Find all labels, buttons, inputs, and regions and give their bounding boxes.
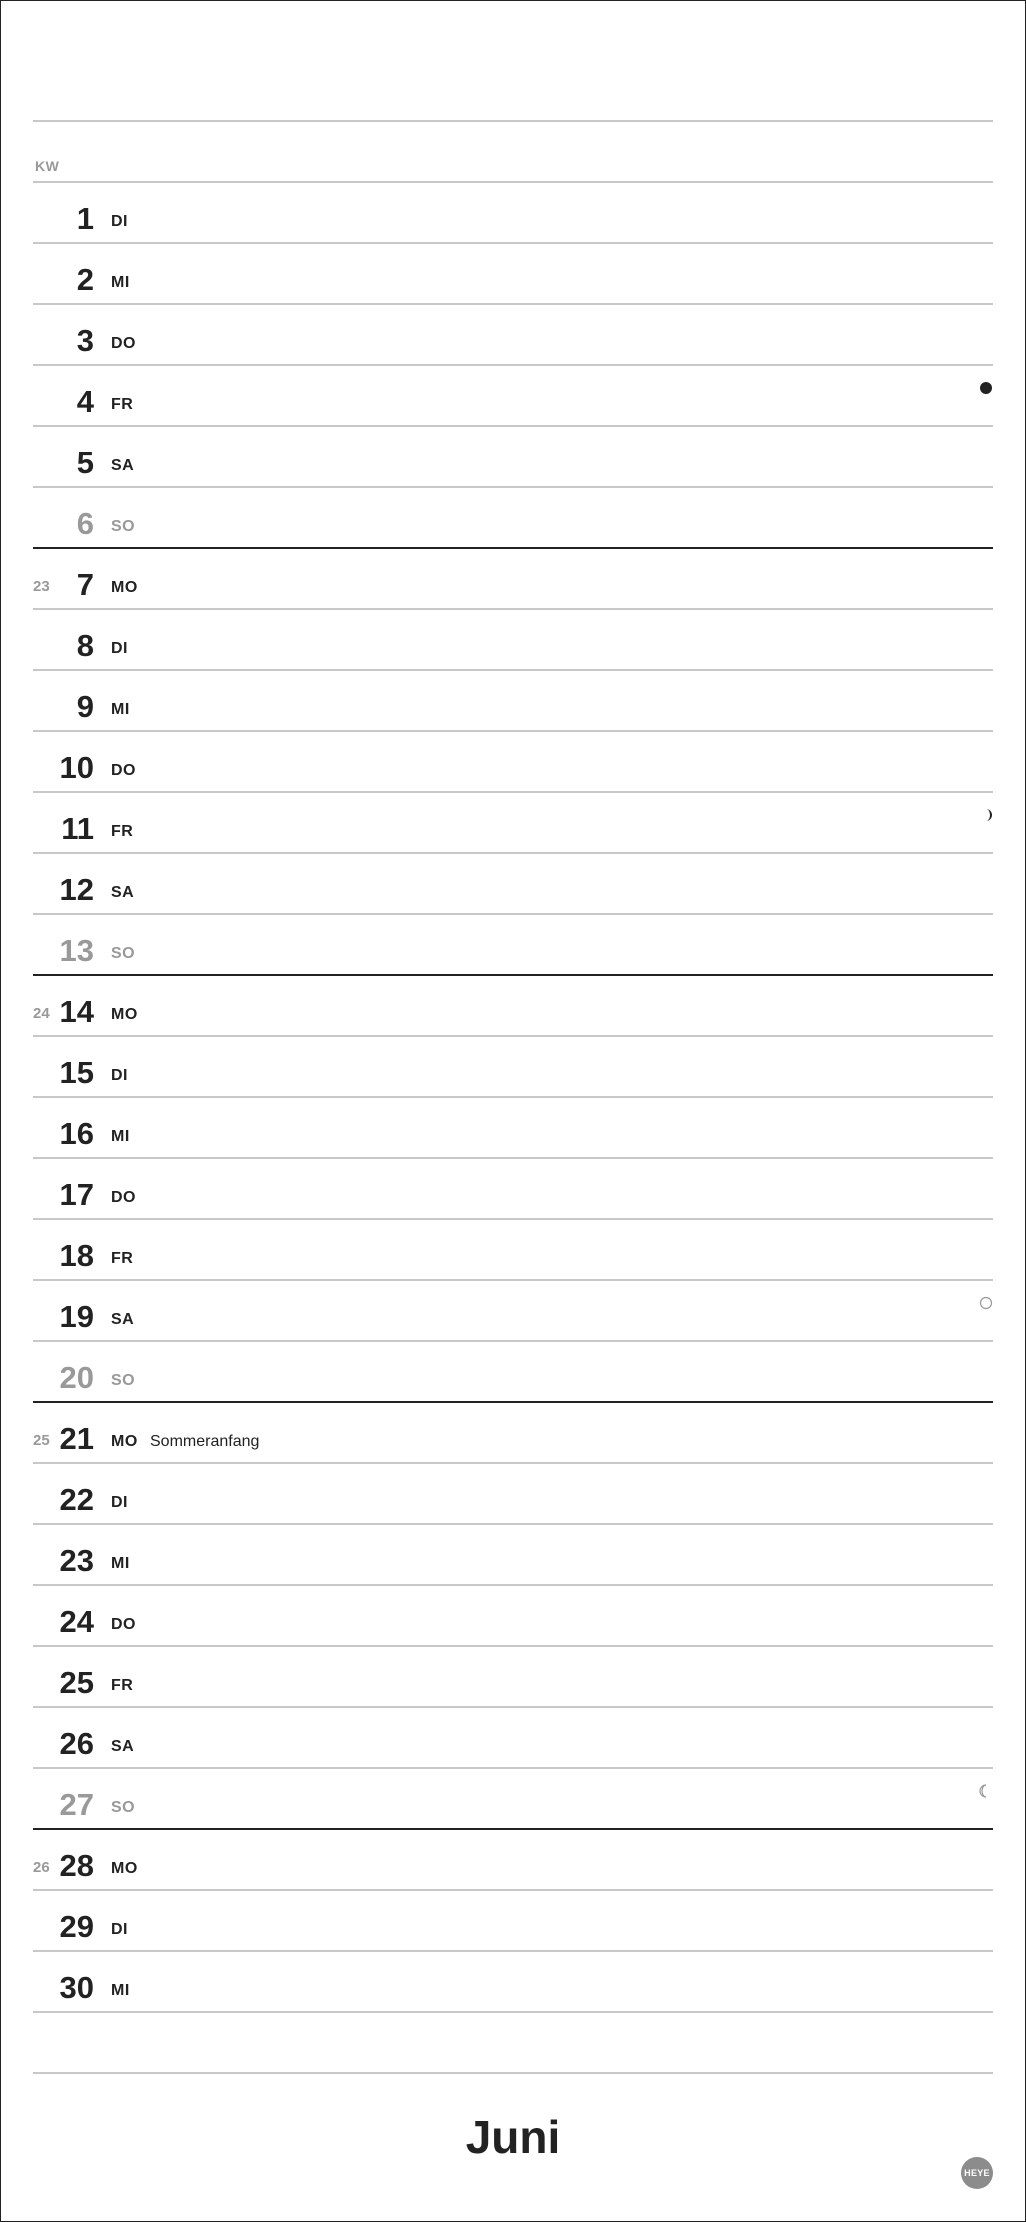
row-divider [33, 2072, 993, 2074]
week-number: 26 [33, 1859, 50, 1876]
week-number: 24 [33, 1005, 50, 1022]
weekday-label: MI [111, 1128, 130, 1145]
weekday-label: SA [111, 1311, 135, 1328]
day-number: 15 [59, 1055, 94, 1090]
day-number: 25 [59, 1665, 94, 1700]
day-number: 5 [76, 445, 94, 480]
weekday-label: DI [111, 1921, 128, 1938]
day-number: 12 [59, 872, 94, 907]
day-number: 11 [61, 811, 94, 846]
day-number: 28 [59, 1848, 94, 1883]
day-number: 21 [59, 1421, 94, 1456]
weekday-label: DO [111, 1189, 136, 1206]
day-row [0, 913, 1026, 974]
row-divider [33, 2011, 993, 2013]
day-row [0, 608, 1026, 669]
first-quarter-moon-icon [978, 807, 994, 823]
day-row [0, 791, 1026, 852]
weekday-label: DO [111, 762, 136, 779]
weekday-label: SO [111, 945, 136, 962]
day-row [0, 1889, 1026, 1950]
weekday-label: MI [111, 701, 130, 718]
day-row [0, 1157, 1026, 1218]
day-number: 23 [59, 1543, 94, 1578]
day-number: 13 [59, 933, 94, 968]
day-number: 7 [76, 567, 94, 602]
weekday-label: DO [111, 1616, 136, 1633]
day-row [0, 364, 1026, 425]
day-row [0, 181, 1026, 242]
day-number: 4 [76, 384, 94, 419]
day-row [0, 1645, 1026, 1706]
row-divider [33, 120, 993, 122]
day-row [0, 1218, 1026, 1279]
day-number: 24 [59, 1604, 94, 1639]
day-row [0, 486, 1026, 547]
day-row [0, 1401, 1026, 1462]
weekday-label: DI [111, 640, 128, 657]
weekday-label: SO [111, 1372, 136, 1389]
weekday-label: MO [111, 1860, 138, 1877]
day-row [0, 1462, 1026, 1523]
day-number: 6 [76, 506, 94, 541]
last-quarter-moon-icon [978, 1783, 994, 1799]
weekday-label: FR [111, 396, 134, 413]
day-number: 26 [59, 1726, 94, 1761]
day-row [0, 1035, 1026, 1096]
day-number: 14 [59, 994, 94, 1029]
day-number: 9 [76, 689, 94, 724]
day-row [0, 974, 1026, 1035]
weekday-label: SA [111, 457, 135, 474]
day-row [0, 242, 1026, 303]
weekday-label: SA [111, 884, 135, 901]
day-number: 17 [59, 1177, 94, 1212]
weekday-label: MI [111, 1982, 130, 1999]
day-number: 27 [59, 1787, 94, 1822]
weekday-label: MO [111, 1433, 138, 1450]
day-row [0, 547, 1026, 608]
weekday-label: SO [111, 518, 136, 535]
day-row [0, 1767, 1026, 1828]
day-number: 20 [59, 1360, 94, 1395]
day-row [0, 1340, 1026, 1401]
weekday-label: MI [111, 1555, 130, 1572]
day-row [0, 1096, 1026, 1157]
weekday-label: DI [111, 1494, 128, 1511]
day-row [0, 852, 1026, 913]
weekday-label: MI [111, 274, 130, 291]
weekday-label: FR [111, 823, 134, 840]
day-number: 16 [59, 1116, 94, 1151]
day-row [0, 1828, 1026, 1889]
day-number: 10 [59, 750, 94, 785]
day-number: 18 [59, 1238, 94, 1273]
day-row [0, 425, 1026, 486]
day-number: 29 [59, 1909, 94, 1944]
day-row [0, 730, 1026, 791]
weekday-label: DI [111, 1067, 128, 1084]
day-row [0, 1279, 1026, 1340]
day-number: 8 [76, 628, 94, 663]
day-row [0, 303, 1026, 364]
weekday-label: MO [111, 1006, 138, 1023]
holiday-note: Sommeranfang [150, 1433, 260, 1450]
month-title: Juni [465, 2111, 561, 2163]
day-number: 3 [76, 323, 94, 358]
day-row [0, 1584, 1026, 1645]
week-number: 25 [33, 1432, 50, 1449]
brand-logo: HEYE [961, 2157, 993, 2189]
day-row [0, 1950, 1026, 2011]
weekday-label: FR [111, 1250, 134, 1267]
day-row [0, 1523, 1026, 1584]
weekday-label: SO [111, 1799, 136, 1816]
day-number: 1 [76, 201, 94, 236]
day-number: 30 [59, 1970, 94, 2005]
weekday-label: DI [111, 213, 128, 230]
full-moon-icon [978, 1295, 994, 1311]
weekday-label: FR [111, 1677, 134, 1694]
weekday-label: MO [111, 579, 138, 596]
day-row [0, 669, 1026, 730]
day-row [0, 1706, 1026, 1767]
week-number: 23 [33, 578, 50, 595]
day-number: 2 [76, 262, 94, 297]
new-moon-icon [978, 380, 994, 396]
week-number-header: KW [35, 158, 60, 174]
weekday-label: SA [111, 1738, 135, 1755]
weekday-label: DO [111, 335, 136, 352]
day-number: 22 [59, 1482, 94, 1517]
day-number: 19 [59, 1299, 94, 1334]
